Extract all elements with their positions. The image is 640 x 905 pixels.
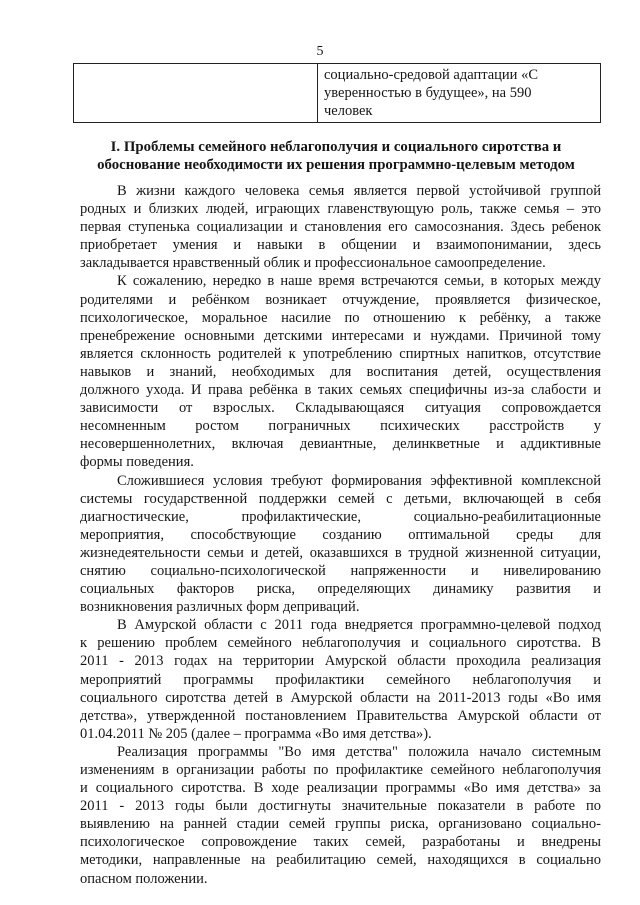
text-line: зависимости от взрослых. Складывающаяся ситуация сопровождается [80,400,601,417]
text-line: и социального сиротства. В ходе реализации программы «Во имя детства» за [80,780,601,797]
text-line: социального сиротства детей в Амурской области на 2011-2013 годы «Во имя [80,689,601,706]
text-line: системы государственной поддержки семей с детьми, включающей в себя [80,490,601,507]
text-line: 01.04.2011 № 205 (далее – программа «Во имя детства»). [80,725,432,742]
text-line: Реализация программы "Во имя детства" положила начало системным [117,743,601,760]
text-line: навыков и знаний, необходимых для воспитания детей, осуществления [80,363,601,380]
paragraph-amur-program [80,616,601,743]
section-heading [70,138,602,174]
text-line: Сложившиеся условия требуют формирования эффективной комплексной [117,472,601,489]
continuation-table [73,63,601,123]
text-line: В жизни каждого человека семья является первой устойчивой группой [117,183,601,199]
text-line: родителями и ребёнком возникает отчуждение, проявляется физическое, [80,291,601,308]
page-number: 5 [316,44,324,59]
paragraph-family-problems [80,272,601,471]
paragraph-family-role [80,182,601,272]
text-line: к решению проблем семейного неблагополучия и социального сиротства. В [80,635,601,652]
text-line: мероприятия, способствующие созданию оптимальной среды для [80,526,601,543]
text-line: закладывается нравственный облик и профессиональное самоопределение. [80,255,546,272]
table-cell-left [74,64,318,123]
section-heading-line: I. Проблемы семейного неблагополучия и социального сиротства и [110,139,562,155]
text-line: формы поведения. [80,454,194,471]
text-line: является склонность родителей к употреблению спиртных напитков, отсутствие [80,345,601,362]
text-line: методики, направленные на реабилитацию семей, находящихся в социально [80,852,601,869]
text-line: несомненным ростом пограничных психических расстройств у [80,418,601,435]
text-line: возникновения различных форм деприваций. [80,599,360,616]
text-line: 2011 - 2013 годах на территории Амурской области проходила реализация [80,653,601,670]
text-line: опасном положении. [80,870,208,887]
text-line: 2011 - 2013 годы были достигнуты значительные показатели в работе по [80,798,601,815]
text-line: первая ступенька социализации и становления его самосознания. Здесь ребенок [80,219,601,236]
section-heading-line: обоснование необходимости их решения программно-целевым методом [97,157,575,173]
text-line: должного ухода. И права ребёнка в таких семьях специфичны из-за слабости и [80,382,601,399]
table-cell-line: уверенностью в будущее», на 590 [324,85,532,101]
text-line: жизнедеятельности семьи и детей, оказавшихся в трудной жизненной ситуации, [80,544,601,561]
text-line: несовершеннолетних, включая девиантные, делинкветные и аддиктивные [80,436,601,453]
text-line: В Амурской области с 2011 года внедряется программно-целевой подход [117,617,601,634]
table-row [74,64,601,123]
text-line: К сожалению, нередко в наше время встречаются семьи, в которых между [117,273,601,290]
paragraph-support-system [80,472,601,617]
text-line: диагностические, профилактические, социально-реабилитационные [80,508,601,525]
text-line: родных и близких людей, играющих главенствующую роль, также семья – это [80,201,601,218]
text-line: социальных факторов риска, определяющих динамику развития и [80,581,601,598]
text-line: изменениям в организации работы по профилактике семейного неблагополучия [80,762,601,778]
text-line: снятию социально-психологической напряженности и нивелированию [80,562,601,579]
text-line: психологическое, моральное насилие по отношению к ребёнку, а также [80,309,601,326]
table-cell-right [318,64,601,123]
text-line: выявлению на ранней стадии семей группы риска, организовано социально- [80,816,601,833]
text-line: детства», утвержденной постановлением Правительства Амурской области от [80,707,601,724]
text-line: пренебрежение основными детскими интересами и нуждами. Причиной тому [80,327,601,344]
table-cell-line: человек [324,103,373,119]
text-line: мероприятий программы профилактики семейного неблагополучия и [80,671,601,688]
paragraph-program-results [80,743,601,888]
table-cell-line: социально-средовой адаптации «С [324,67,538,83]
body-text [80,182,601,888]
text-line: психологическое сопровождение таких семей, разработаны и внедрены [80,834,601,851]
text-line: приобретает умения и навыки в общении и взаимопонимании, здесь [80,237,601,254]
